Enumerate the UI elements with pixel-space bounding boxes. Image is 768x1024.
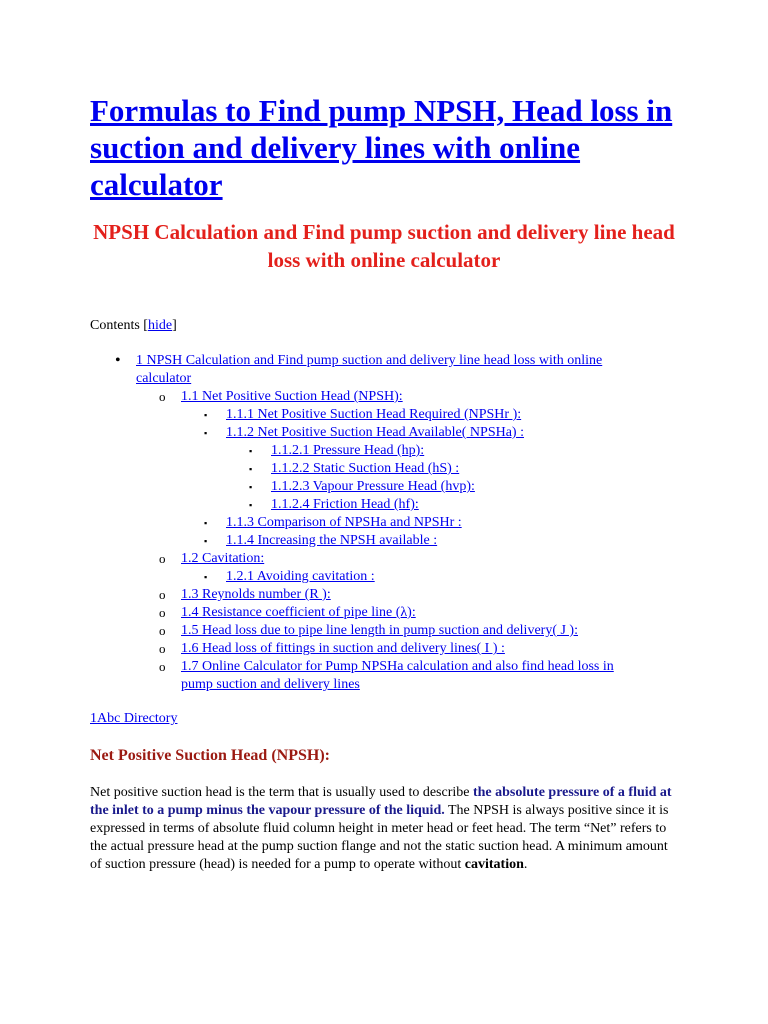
toc-link-1-7[interactable]: 1.7 Online Calculator for Pump NPSHa calculation and also find head loss in: [181, 659, 614, 674]
toc-bullet-circle: o: [159, 659, 166, 674]
para-emphasis: the absolute pressure of a fluid at the inlet to a pump minus the vapour pressure of the liquid.: [90, 785, 672, 818]
toc-bullet-dot: •: [115, 352, 121, 369]
toc-link-1-1-2-2[interactable]: 1.1.2.2 Static Suction Head (hS) :: [271, 461, 460, 476]
toc-link-1-1-2[interactable]: 1.1.2 Net Positive Suction Head Available( NPSHa) :: [226, 425, 524, 440]
toc-bullet-square: ▪: [249, 482, 253, 492]
toc-link-1-1-1[interactable]: 1.1.1 Net Positive Suction Head Required (NPSHr ):: [226, 407, 522, 422]
toc-link-1-3[interactable]: 1.3 Reynolds number (R ):: [181, 587, 331, 602]
toc-bullet-square: ▪: [204, 428, 208, 438]
toc-link-1-1[interactable]: 1.1 Net Positive Suction Head (NPSH):: [181, 389, 403, 404]
para-text-3: .: [523, 857, 528, 872]
title-link[interactable]: Formulas to Find pump NPSH, Head loss in suction and delivery lines with online calculator: [90, 93, 673, 202]
para-text-1: Net positive suction head is the term that is usually used to describe: [90, 785, 473, 800]
toc-link-1-cont[interactable]: calculator: [136, 371, 192, 386]
toc-bullet-square: ▪: [249, 446, 253, 456]
toc-link-1-6[interactable]: 1.6 Head loss of fittings in suction and delivery lines( I ) :: [181, 641, 505, 656]
toc-link-1-1-4[interactable]: 1.1.4 Increasing the NPSH available :: [226, 533, 438, 548]
toc-link-1-7-cont[interactable]: pump suction and delivery lines: [181, 677, 360, 692]
toc-link-1-1-3[interactable]: 1.1.3 Comparison of NPSHa and NPSHr :: [226, 515, 462, 530]
toc-link-1-5[interactable]: 1.5 Head loss due to pipe line length in pump suction and delivery( J ):: [181, 623, 578, 638]
toc-bullet-square: ▪: [204, 536, 208, 546]
toc-bullet-circle: o: [159, 587, 166, 602]
toc-link-1-1-2-1[interactable]: 1.1.2.1 Pressure Head (hp):: [271, 443, 425, 458]
page-title: [90, 92, 690, 203]
toc-link-1-1-2-3[interactable]: 1.1.2.3 Vapour Pressure Head (hvp):: [271, 479, 475, 494]
toc-bullet-square: ▪: [204, 518, 208, 528]
contents-label: Contents [: [90, 318, 148, 333]
toc-bullet-circle: o: [159, 551, 166, 566]
toc-link-1[interactable]: 1 NPSH Calculation and Find pump suction and delivery line head loss with online: [136, 353, 603, 368]
hide-toc-link[interactable]: hide: [147, 318, 173, 333]
toc-bullet-square: ▪: [204, 572, 208, 582]
toc-bullet-square: ▪: [249, 464, 253, 474]
toc-link-1-2[interactable]: 1.2 Cavitation:: [181, 551, 265, 566]
toc-bullet-square: ▪: [204, 410, 208, 420]
page-subtitle: NPSH Calculation and Find pump suction and delivery line head loss with online calculator: [93, 220, 675, 272]
toc-bullet-circle: o: [159, 641, 166, 656]
toc-bullet-square: ▪: [249, 500, 253, 510]
section-heading: Net Positive Suction Head (NPSH):: [90, 747, 330, 764]
toc-bullet-circle: o: [159, 389, 166, 404]
body-paragraph: [90, 784, 678, 874]
para-strong-cavitation: cavitation: [464, 857, 524, 872]
toc-link-1-4[interactable]: 1.4 Resistance coefficient of pipe line (λ):: [181, 605, 416, 620]
contents-bracket: ]: [172, 318, 177, 333]
toc-link-1-1-2-4[interactable]: 1.1.2.4 Friction Head (hf):: [271, 497, 419, 512]
toc-bullet-circle: o: [159, 605, 166, 620]
contents-header: [90, 317, 177, 335]
toc-bullet-circle: o: [159, 623, 166, 638]
para-text-2: The NPSH is always positive since it is expressed in terms of absolute fluid column height in meter head or feet head. The term “Net” refers to the actual pressure head at the pump suction flange and not the static suction head. A minimum amount of suction pressure (head) is needed for a pump to operate without: [90, 803, 669, 872]
directory-link[interactable]: 1Abc Directory: [90, 711, 178, 726]
toc-link-1-2-1[interactable]: 1.2.1 Avoiding cavitation :: [226, 569, 375, 584]
